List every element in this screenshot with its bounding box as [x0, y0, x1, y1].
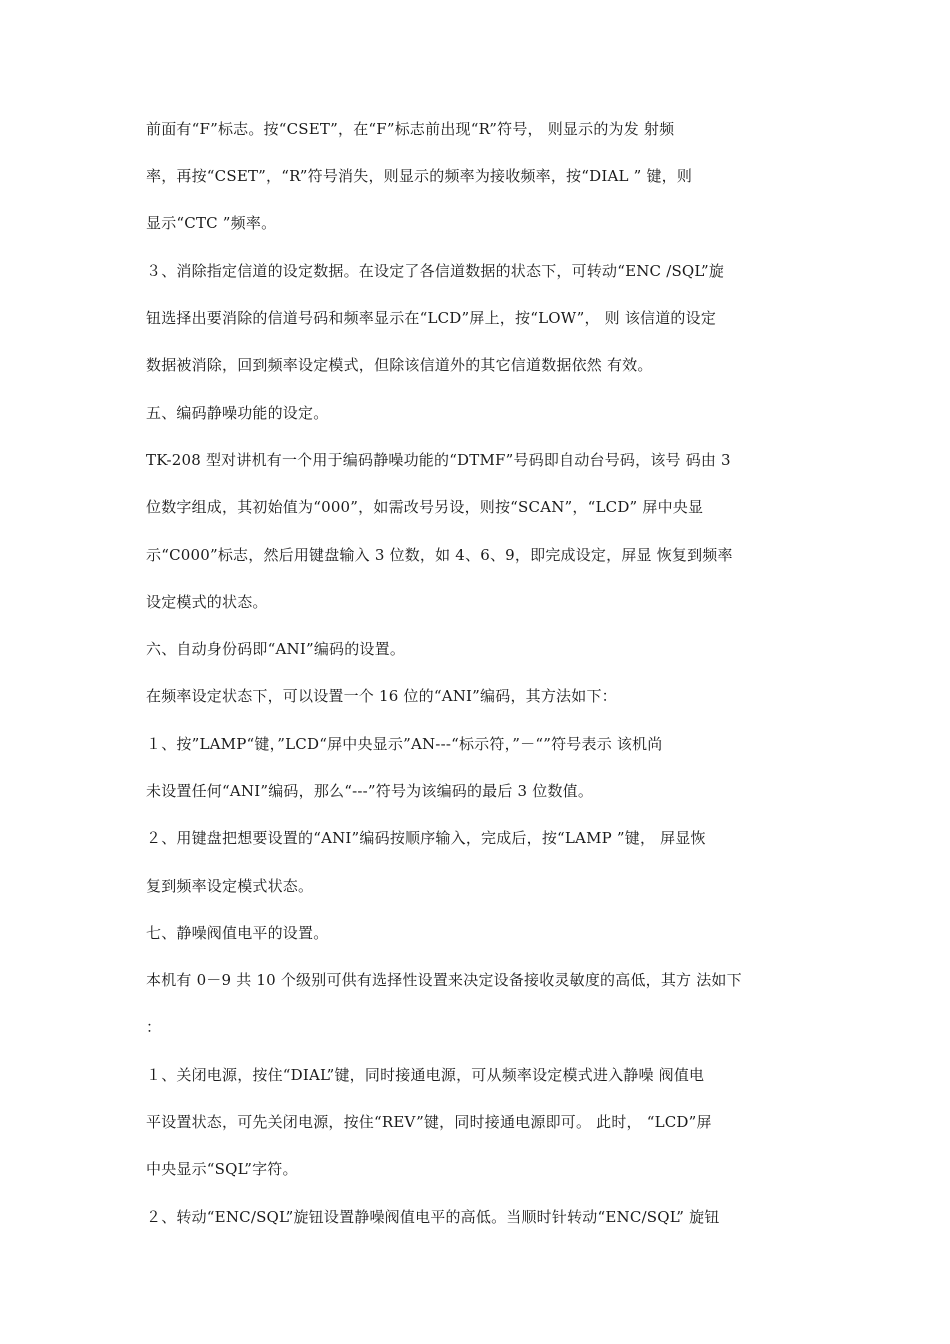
paragraph-line: 复到频率设定模式状态。 [146, 877, 314, 895]
section-heading-7: 七、静噪阀值电平的设置。 [146, 924, 329, 942]
section-item-2: ２、转动“ENC/SQL”旋钮设置静噪阀值电平的高低。当顺时针转动“ENC/SQL” 旋钮 [146, 1208, 720, 1226]
paragraph-line: 平设置状态，可先关闭电源，按住“REV”键，同时接通电源即可。 此时， “LCD”屏 [146, 1113, 712, 1131]
section-item-1: １、按”LAMP“键，”LCD“屏中央显示”AN---“标示符，”－“”符号表示 该机尚 [146, 735, 663, 753]
paragraph-line: 率，再按“CSET”，“R”符号消失，则显示的频率为接收频率，按“DIAL ” 键，则 [146, 167, 693, 185]
section-item-1: １、关闭电源，按住“DIAL”键，同时接通电源，可从频率设定模式进入静噪 阀值电 [146, 1066, 705, 1084]
paragraph-line: 在频率设定状态下，可以设置一个 16 位的“ANI”编码，其方法如下： [146, 687, 617, 705]
paragraph-line: 前面有“F”标志。按“CSET”，在“F”标志前出现“R”符号， 则显示的为发 射频 [146, 120, 675, 138]
section-heading-6: 六、自动身份码即“ANI”编码的设置。 [146, 640, 406, 658]
paragraph-line: 显示“CTC ”频率。 [146, 214, 277, 232]
paragraph-line: ： [146, 1018, 162, 1036]
paragraph-line: 钮选择出要消除的信道号码和频率显示在“LCD”屏上，按“LOW”， 则 该信道的设定 [146, 309, 717, 327]
paragraph-line: 位数字组成，其初始值为“000”，如需改号另设，则按“SCAN”，“LCD” 屏中央显 [146, 498, 704, 516]
paragraph-line: TK-208 型对讲机有一个用于编码静噪功能的“DTMF”号码即自动台号码，该号 码由 3 [146, 451, 731, 469]
section-item-3: ３、消除指定信道的设定数据。在设定了各信道数据的状态下，可转动“ENC /SQL”旋 [146, 262, 725, 280]
section-item-2: ２、用键盘把想要设置的“ANI”编码按顺序输入，完成后，按“LAMP ”键， 屏显恢 [146, 829, 706, 847]
paragraph-line: 未设置任何“ANI”编码，那么“---”符号为该编码的最后 3 位数值。 [146, 782, 594, 800]
paragraph-line: 本机有 0－9 共 10 个级别可供有选择性设置来决定设备接收灵敏度的高低，其方 法如下 [146, 971, 742, 989]
paragraph-line: 数据被消除，回到频率设定模式，但除该信道外的其它信道数据依然 有效。 [146, 356, 653, 374]
paragraph-line: 设定模式的状态。 [146, 593, 268, 611]
paragraph-line: 示“C000”标志，然后用键盘输入 3 位数，如 4、6、9，即完成设定，屏显 恢复到频率 [146, 546, 733, 564]
section-heading-5: 五、编码静噪功能的设定。 [146, 404, 329, 422]
paragraph-line: 中央显示“SQL”字符。 [146, 1160, 298, 1178]
